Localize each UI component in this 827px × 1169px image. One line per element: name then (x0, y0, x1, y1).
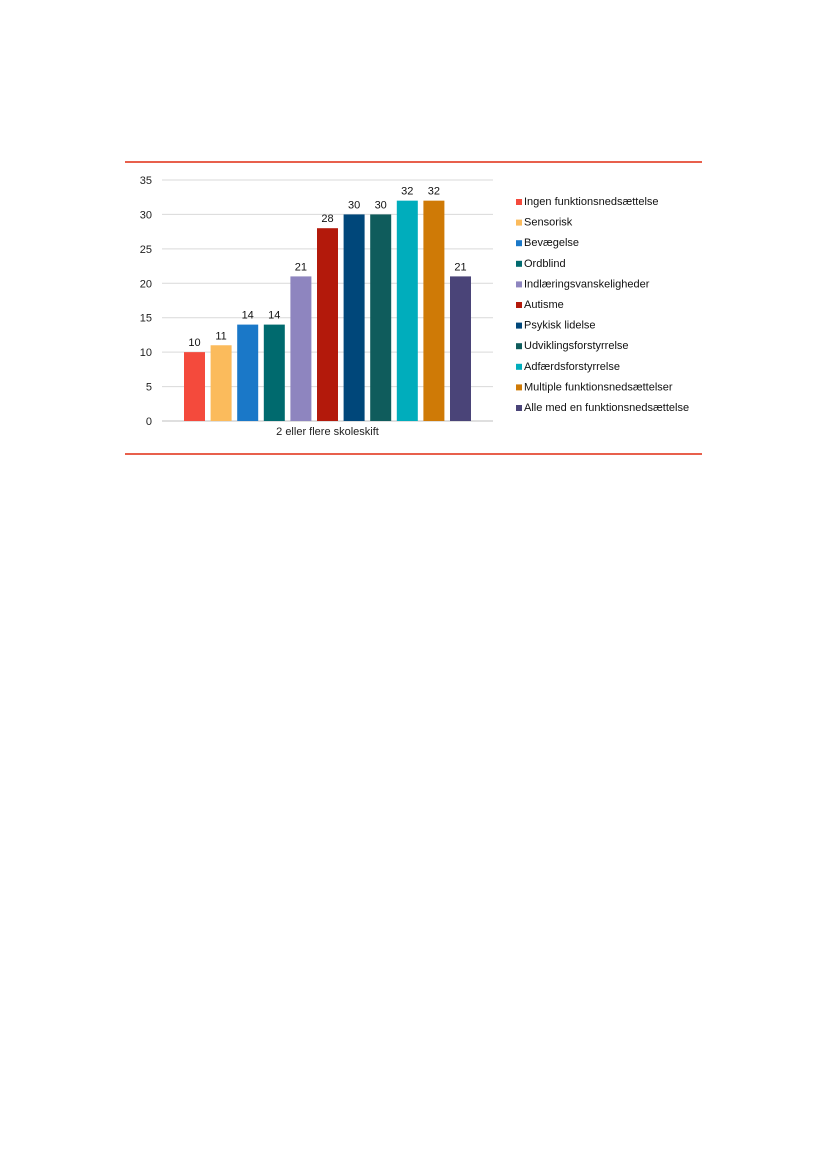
y-tick-label-25: 25 (139, 243, 152, 256)
y-tick-label-15: 15 (139, 312, 152, 325)
legend-swatch-4 (516, 261, 522, 267)
y-tick-label-20: 20 (139, 278, 152, 291)
bar-10 (423, 201, 444, 421)
y-tick-label-35: 35 (139, 175, 152, 187)
bar-6 (317, 228, 338, 421)
bar-9 (397, 201, 418, 421)
bars (184, 201, 471, 421)
data-label-7: 30 (347, 199, 361, 212)
bottom-rule (125, 453, 702, 455)
y-axis-ticks (140, 175, 152, 428)
legend-label-4: Ordblind (524, 257, 566, 270)
legend-swatch-1 (516, 199, 522, 205)
y-tick-label-0: 0 (145, 416, 152, 428)
legend-label-11: Alle med en funktionsnedsættelse (524, 402, 690, 414)
y-tick-label-30: 30 (139, 209, 152, 222)
bar-chart (125, 165, 702, 451)
legend-swatch-11 (516, 405, 522, 411)
bar-5 (290, 276, 311, 421)
legend-swatch-9 (516, 364, 522, 370)
data-label-3: 14 (241, 309, 254, 322)
data-label-4: 14 (268, 309, 281, 322)
legend-label-5: Indlæringsvanskeligheder (524, 278, 650, 291)
legend-swatch-6 (516, 302, 522, 308)
bar-3 (237, 325, 258, 421)
legend-swatch-3 (516, 240, 522, 246)
legend-label-10: Multiple funktionsnedsættelser (524, 381, 673, 394)
legend-swatch-2 (516, 220, 522, 226)
legend-swatch-7 (516, 323, 522, 329)
legend-swatch-5 (516, 281, 522, 287)
bar-11 (450, 276, 471, 421)
data-label-5: 21 (294, 261, 308, 274)
data-label-11: 21 (454, 261, 467, 274)
bar-2 (211, 345, 232, 421)
data-label-8: 30 (374, 199, 387, 212)
bar-7 (344, 214, 365, 421)
legend-label-3: Bevægelse (524, 237, 580, 250)
legend-label-7: Psykisk lidelse (524, 319, 596, 332)
x-category-label: 2 eller flere skoleskift (276, 426, 379, 438)
legend-label-8: Udviklingsforstyrrelse (524, 340, 629, 353)
data-label-9: 32 (401, 185, 414, 198)
data-label-1: 10 (188, 337, 201, 350)
legend-label-6: Autisme (524, 299, 564, 311)
legend (516, 196, 689, 414)
legend-label-2: Sensorisk (524, 216, 573, 229)
data-label-10: 32 (427, 185, 441, 198)
legend-label-1: Ingen funktionsnedsættelse (524, 196, 659, 208)
legend-swatch-8 (516, 343, 522, 349)
data-label-6: 28 (321, 213, 334, 226)
legend-swatch-10 (516, 384, 522, 390)
top-rule (125, 161, 702, 163)
bar-4 (264, 325, 285, 421)
bar-1 (184, 352, 205, 421)
legend-label-9: Adfærdsforstyrrelse (524, 360, 620, 373)
data-label-2: 11 (215, 330, 227, 343)
y-tick-label-5: 5 (145, 381, 152, 394)
y-tick-label-10: 10 (139, 347, 152, 360)
bar-8 (370, 214, 391, 421)
